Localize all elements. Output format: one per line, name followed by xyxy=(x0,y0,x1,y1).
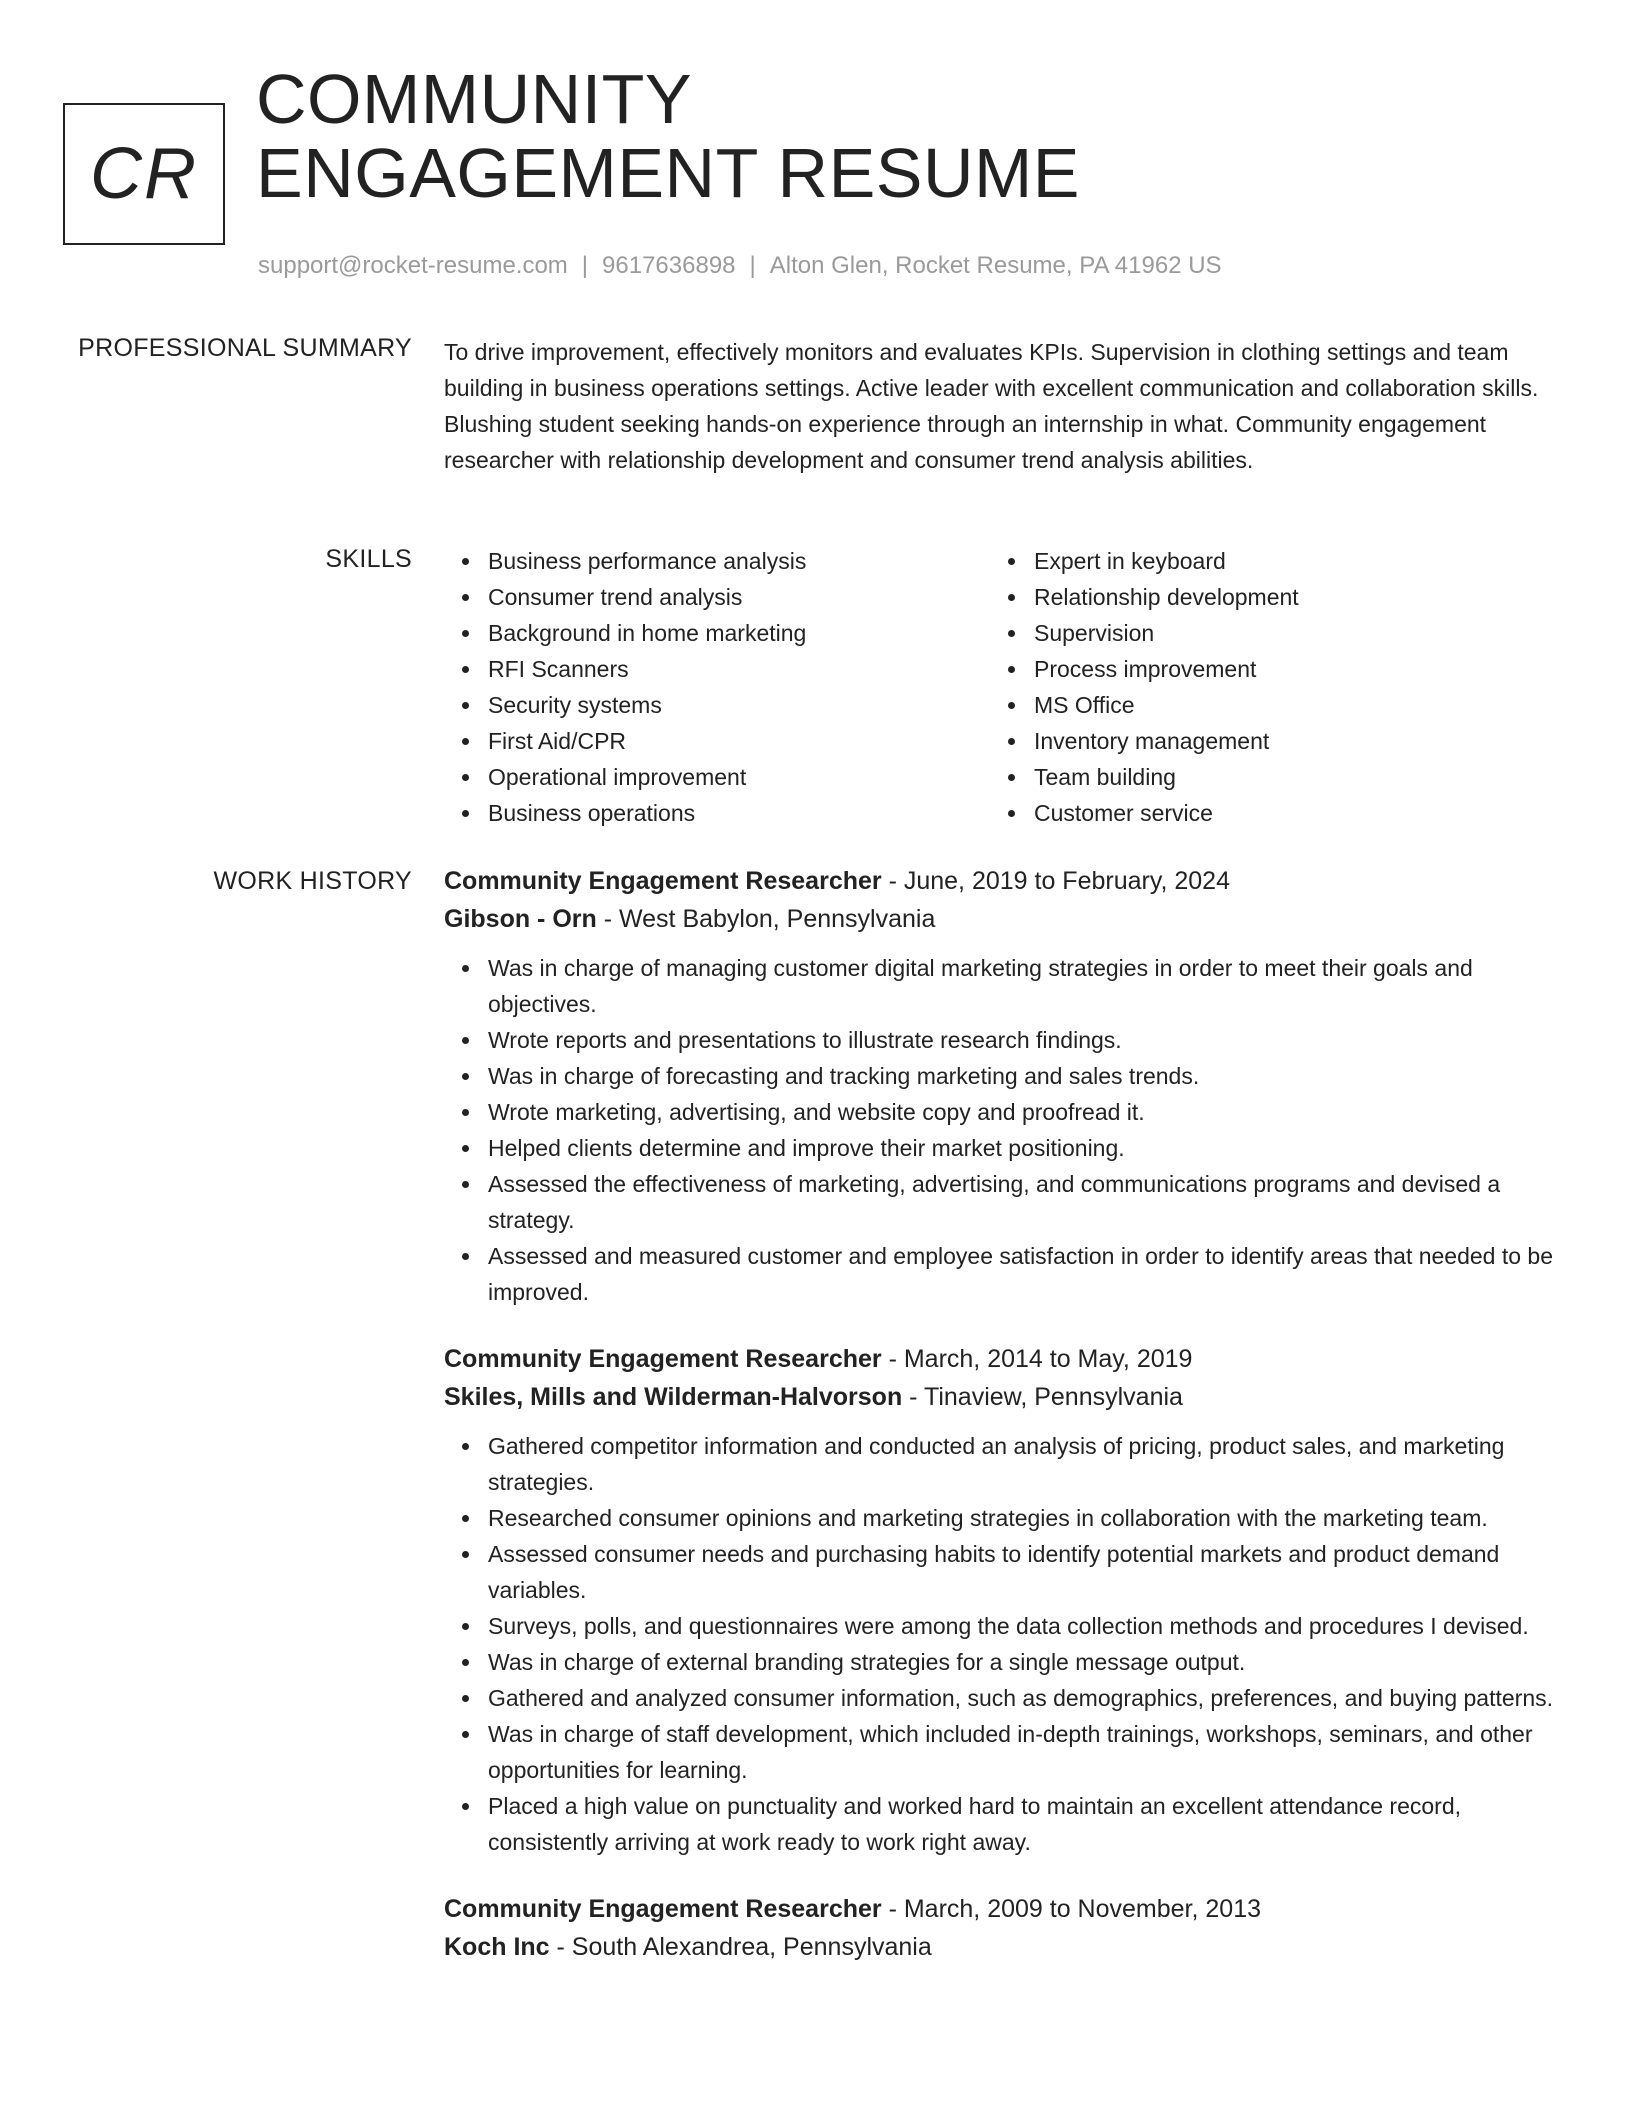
contact-phone: 9617636898 xyxy=(602,252,736,279)
job-location: - South Alexandrea, Pennsylvania xyxy=(549,1933,932,1961)
contact-info xyxy=(258,250,1222,282)
job-duty: Was in charge of staff development, which included in-depth trainings, workshops, seminars, and other opportunities for learning. xyxy=(444,1716,1554,1788)
job-company: Gibson - Orn xyxy=(444,905,597,933)
work-history-section xyxy=(444,862,1554,1996)
skills-list-left xyxy=(444,543,990,831)
resume-title-line2: ENGAGEMENT RESUME xyxy=(256,134,1080,212)
job-duty: Was in charge of managing customer digital marketing strategies in order to meet their goals and objectives. xyxy=(444,950,1554,1022)
skill-item: MS Office xyxy=(990,687,1536,723)
skill-item: First Aid/CPR xyxy=(444,723,990,759)
job-duties xyxy=(444,1428,1554,1860)
job-entry xyxy=(444,862,1554,1310)
job-duty: Assessed the effectiveness of marketing, advertising, and communications programs and devised a strategy. xyxy=(444,1166,1554,1238)
contact-email: support@rocket-resume.com xyxy=(258,252,568,279)
skill-item: Relationship development xyxy=(990,579,1536,615)
summary-section xyxy=(444,334,1554,478)
job-location: - West Babylon, Pennsylvania xyxy=(596,905,936,933)
job-company: Koch Inc xyxy=(444,1933,550,1961)
job-company-line xyxy=(444,1928,1554,1966)
summary-text: To drive improvement, effectively monitors and evaluates KPIs. Supervision in clothing settings and team building in business operations settings. Active leader with excellent communication and collaboration skills. Blushing student seeking hands-on experience through an internship in what. Community engagement researcher with relationship development and consumer trend analysis abilities. xyxy=(444,339,1539,473)
job-company: Skiles, Mills and Wilderman-Halvorson xyxy=(444,1383,903,1411)
job-duty: Wrote reports and presentations to illustrate research findings. xyxy=(444,1022,1554,1058)
job-title-line xyxy=(444,1890,1554,1928)
skill-item: Supervision xyxy=(990,615,1536,651)
job-title: Community Engagement Researcher xyxy=(444,1345,882,1373)
job-duty: Wrote marketing, advertising, and website copy and proofread it. xyxy=(444,1094,1554,1130)
job-duty: Assessed consumer needs and purchasing habits to identify potential markets and product demand variables. xyxy=(444,1536,1554,1608)
job-duty: Was in charge of forecasting and tracking marketing and sales trends. xyxy=(444,1058,1554,1094)
job-entry xyxy=(444,1340,1554,1860)
skill-item: Business performance analysis xyxy=(444,543,990,579)
job-dates: - March, 2014 to May, 2019 xyxy=(881,1345,1193,1373)
skill-item: Customer service xyxy=(990,795,1536,831)
work-history-heading: WORK HISTORY xyxy=(213,867,412,895)
job-duty: Placed a high value on punctuality and worked hard to maintain an excellent attendance record, consistently arriving at work ready to work right away. xyxy=(444,1788,1554,1860)
job-duty: Gathered and analyzed consumer information, such as demographics, preferences, and buying patterns. xyxy=(444,1680,1554,1716)
job-title: Community Engagement Researcher xyxy=(444,1895,882,1923)
contact-address: Alton Glen, Rocket Resume, PA 41962 US xyxy=(769,252,1222,279)
job-duty: Researched consumer opinions and marketing strategies in collaboration with the marketing team. xyxy=(444,1500,1554,1536)
skill-item: Operational improvement xyxy=(444,759,990,795)
job-duty: Helped clients determine and improve their market positioning. xyxy=(444,1130,1554,1166)
skills-list-right xyxy=(990,543,1536,831)
skill-item: Team building xyxy=(990,759,1536,795)
skill-item: Background in home marketing xyxy=(444,615,990,651)
resume-title xyxy=(256,62,1080,210)
job-duty: Surveys, polls, and questionnaires were among the data collection methods and procedures I devised. xyxy=(444,1608,1554,1644)
skill-item: Expert in keyboard xyxy=(990,543,1536,579)
skill-item: Inventory management xyxy=(990,723,1536,759)
skills-section xyxy=(444,543,1554,831)
monogram-box xyxy=(63,103,225,245)
job-entry xyxy=(444,1890,1554,1966)
job-location: - Tinaview, Pennsylvania xyxy=(902,1383,1183,1411)
skill-item: Security systems xyxy=(444,687,990,723)
skill-item: Consumer trend analysis xyxy=(444,579,990,615)
job-dates: - March, 2009 to November, 2013 xyxy=(881,1895,1261,1923)
job-duty: Was in charge of external branding strategies for a single message output. xyxy=(444,1644,1554,1680)
job-duty: Gathered competitor information and conducted an analysis of pricing, product sales, and marketing strategies. xyxy=(444,1428,1554,1500)
contact-separator: | xyxy=(749,252,756,279)
skill-item: RFI Scanners xyxy=(444,651,990,687)
contact-separator: | xyxy=(581,252,589,279)
skills-heading: SKILLS xyxy=(325,545,412,573)
monogram-initials: CR xyxy=(90,134,198,214)
job-title: Community Engagement Researcher xyxy=(444,867,882,895)
skill-item: Process improvement xyxy=(990,651,1536,687)
job-duties xyxy=(444,950,1554,1310)
job-company-line xyxy=(444,900,1554,938)
job-dates: - June, 2019 to February, 2024 xyxy=(881,867,1230,895)
job-company-line xyxy=(444,1378,1554,1416)
job-title-line xyxy=(444,862,1554,900)
resume-title-line1: COMMUNITY xyxy=(256,60,693,138)
skill-item: Business operations xyxy=(444,795,990,831)
summary-heading: PROFESSIONAL SUMMARY xyxy=(78,334,412,362)
job-duty: Assessed and measured customer and employee satisfaction in order to identify areas that needed to be improved. xyxy=(444,1238,1554,1310)
job-title-line xyxy=(444,1340,1554,1378)
